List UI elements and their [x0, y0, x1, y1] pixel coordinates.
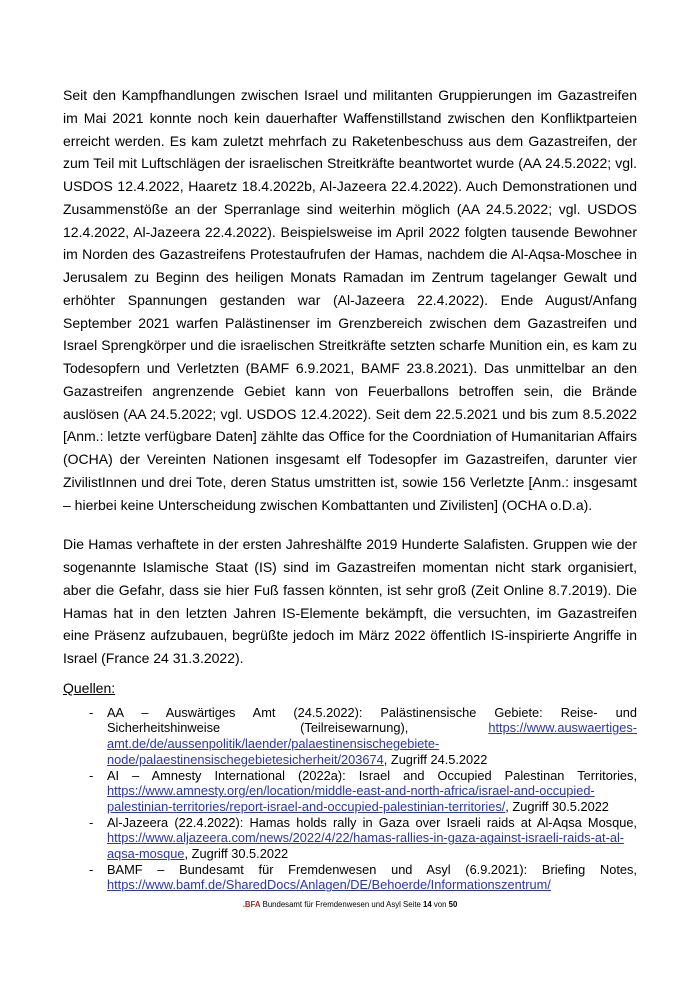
source-text: Al-Jazeera (22.4.2022): Hamas holds rally in Gaza over Israeli raids at Al-Aqsa Mosque, — [107, 814, 637, 830]
source-item — [63, 862, 637, 893]
source-text: , Zugriff 30.5.2022 — [505, 798, 609, 814]
source-text: , Zugriff 24.5.2022 — [383, 751, 488, 767]
sources-list — [63, 705, 637, 893]
footer-page-total: 50 — [448, 900, 458, 909]
source-text: , Zugriff 30.5.2022 — [184, 846, 289, 862]
source-item — [63, 705, 637, 768]
bfa-brand-text: .BFA — [242, 900, 261, 909]
footer-page-word: Seite — [403, 900, 421, 909]
source-link[interactable]: https://www.bamf.de/SharedDocs/Anlagen/DE/Behoerde/Informationszentrum/ — [107, 877, 551, 893]
sources-heading: Quellen: — [63, 679, 116, 696]
source-item — [63, 815, 637, 862]
footer-page-number: 14 — [423, 900, 432, 909]
footer-office-name: Bundesamt für Fremdenwesen und Asyl — [262, 900, 401, 909]
page-content — [63, 84, 637, 893]
footer-of-word: von — [433, 900, 447, 909]
source-text: BAMF – Bundesamt für Fremdenwesen und Asyl (6.9.2021): Briefing Notes, — [107, 861, 637, 877]
paragraph-gaza-security-situation: Seit den Kampfhandlungen zwischen Israel und militanten Gruppierungen im Gazastreifen im Mai 2021 konnte noch kein dauerhafter Waffenstillstand zwischen den Konfliktparteien erreicht werden. Es kam zuletzt mehrfach zu Raketenbeschuss aus dem Gazastreifen, der zum Teil mit Luftschlägen der israelischen Streitkräfte beantwortet wurde (AA 24.5.2022; vgl. USDOS 12.4.2022, Haaretz 18.4.2022b, Al-Jazeera 22.4.2022). Auch Demonstrationen und Zusammenstöße an der Sperranlage sind weiterhin möglich (AA 24.5.2022; vgl. USDOS 12.4.2022, Al-Jazeera 22.4.2022). Beispielsweise im April 2022 folgten tausende Bewohner im Norden des Gazastreifens Protestaufrufen der Hamas, nachdem die Al-Aqsa-Moschee in Jerusalem zu Beginn des heiligen Monats Ramadan im Zentrum tagelanger Gewalt und erhöhter Spannungen gestanden war (Al-Jazeera 22.4.2022). Ende August/Anfang September 2021 warfen Palästinenser im Grenzbereich zwischen dem Gazastreifen und Israel Sprengkörper und die israelischen Streitkräfte setzten scharfe Munition ein, es kam zu Todesopfern und Verletzten (BAMF 6.9.2021, BAMF 23.8.2021). Das unmittelbar an den Gazastreifen angrenzende Gebiet kann von Feuerballons betroffen sein, die Brände auslösen (AA 24.5.2022; vgl. USDOS 12.4.2022). Seit dem 22.5.2021 und bis zum 8.5.2022 [Anm.: letzte verfügbare Daten] zählte das Office for the Coordniation of Humanitarian Affairs (OCHA) der Vereinten Nationen insgesamt elf Todesopfer im Gazastreifen, darunter vier ZivilistInnen und drei Tote, deren Status umstritten ist, sowie 156 Verletzte [Anm.: insgesamt – hierbei keine Unterscheidung zwischen Kombattanten und Zivilisten] (OCHA o.D.a). — [63, 87, 637, 513]
source-link[interactable]: https://www.auswaertiges-amt.de/de/aussenpolitik/laender/palaestinensischegebiete-node/palaestinensischegebietesicherheit/203674 — [107, 720, 637, 767]
source-item — [63, 768, 637, 815]
source-text: AA – Auswärtiges Amt (24.5.2022): Palästinensische Gebiete: Reise- und Sicherheitshinweise (Teilreisewarnung), — [107, 704, 637, 736]
source-link[interactable]: https://www.aljazeera.com/news/2022/4/22/hamas-rallies-in-gaza-against-israeli-raids-at-al-aqsa-mosque — [107, 830, 625, 862]
paragraph-hamas-salafists: Die Hamas verhaftete in der ersten Jahreshälfte 2019 Hunderte Salafisten. Gruppen wie der sogenannte Islamische Staat (IS) sind im Gazastreifen momentan nicht stark organisiert, aber die Gefahr, dass sie hier Fuß fassen könnten, ist sehr groß (Zeit Online 8.7.2019). Die Hamas hat in den letzten Jahren IS-Elemente bekämpft, die versuchten, im Gazastreifen eine Präsenz aufzubauen, begrüßte jedoch im März 2022 öffentlich IS-inspirierte Angriffe in Israel (France 24 31.3.2022). — [63, 536, 637, 666]
source-text: AI – Amnesty International (2022a): Israel and Occupied Palestinan Territories, — [107, 767, 637, 783]
source-link[interactable]: https://www.amnesty.org/en/location/middle-east-and-north-africa/israel-and-occupied-palestinian-territories/report-israel-and-occupied-palestinian-territories/ — [107, 783, 595, 814]
page-footer — [0, 899, 700, 910]
